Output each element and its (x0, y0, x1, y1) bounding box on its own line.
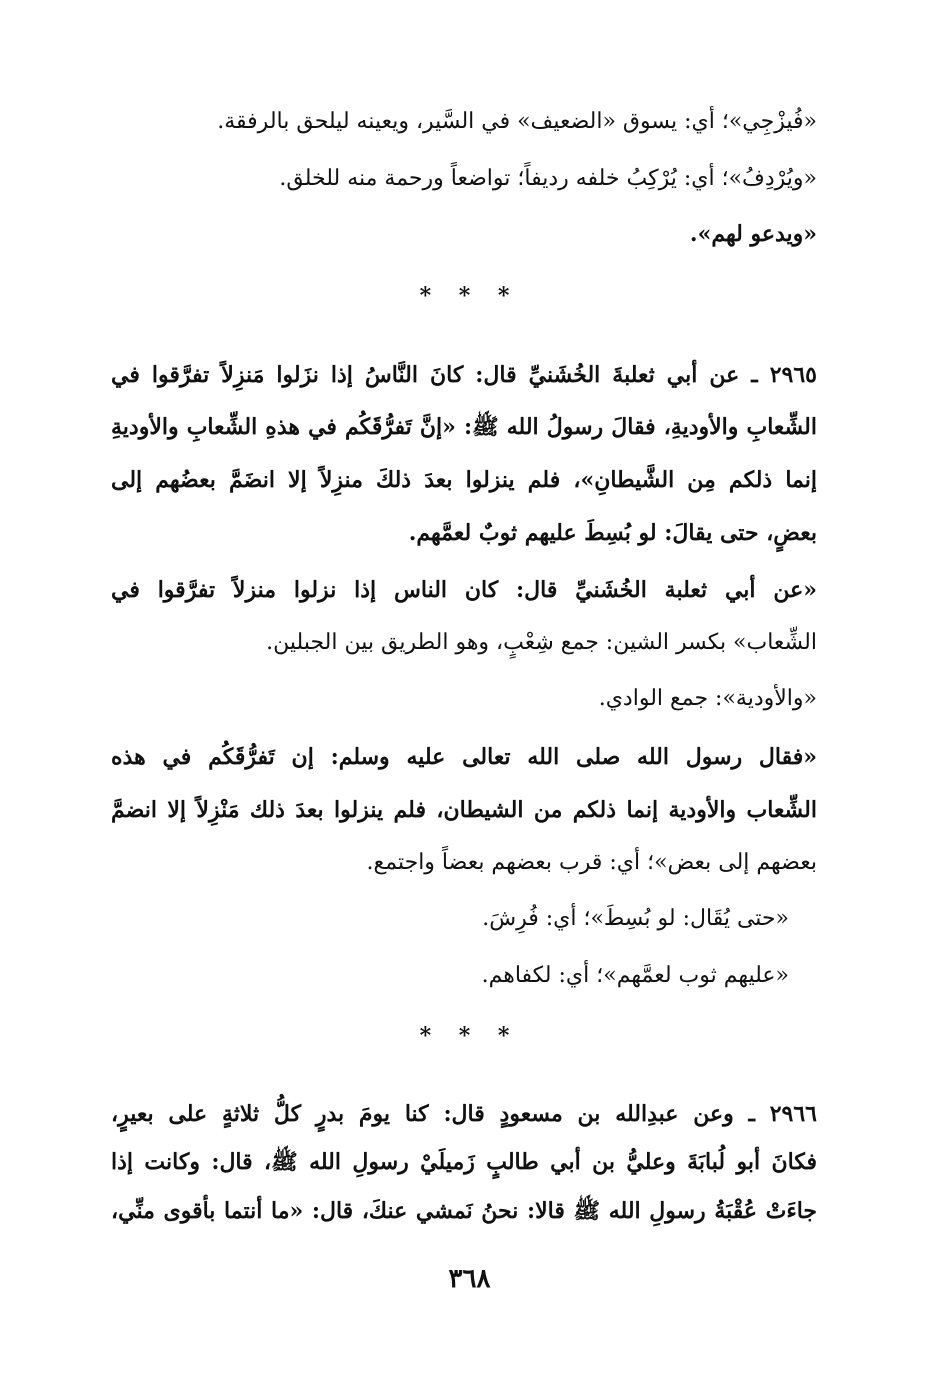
commentary-line: «فقال رسول الله صلى الله تعالى عليه وسلم: إن تَفرُّقَكُم في هذه (111, 744, 817, 770)
commentary-line: الشِّعاب» بكسر الشين: جمع شِعْبٍ، وهو الطريق بين الجبلين. (266, 630, 817, 655)
section-separator: * * * (419, 283, 520, 309)
commentary-line: «عليهم ثوب لعمَّهم»؛ أي: لكفاهم. (481, 963, 789, 988)
commentary-line: «والأودية»: جمع الوادي. (598, 686, 817, 711)
section-separator: * * * (419, 1023, 520, 1049)
commentary-line: الشِّعاب والأودية إنما ذلكم من الشيطان، فلم ينزلوا بعدَ ذلك مَنْزِلاً إلا انضمَّ (111, 797, 817, 823)
commentary-line: «حتى يُقَال: لو بُسِطَ»؛ أي: فُرِشَ. (482, 906, 789, 931)
hadith-2965-line: إنما ذلكم مِن الشَّيطانِ»، فلم ينزلوا بعدَ ذلكَ منزِلاً إلا انضَمَّ بعضُهم إلى (111, 467, 817, 493)
hadith-2965-line: الشِّعابِ والأوديةِ، فقالَ رسولُ الله ﷺ: «إنَّ تَفرُّقَكُم في هذهِ الشِّعابِ والأوديةِ (111, 414, 817, 440)
commentary-line: «ويدعو لهم». (689, 221, 817, 247)
hadith-2966-line: فكانَ أبو لُبابَةَ وعليُّ بن أبي طالبٍ زَميلَيْ رسولِ الله ﷺ، قال: وكانت إذا (111, 1149, 817, 1175)
commentary-line: «عن أبي ثعلبة الخُشَنيِّ قال: كان الناس إذا نزلوا منزلاً تفرَّقوا في (111, 577, 818, 603)
page-number: ٣٦٨ (448, 1264, 491, 1294)
commentary-line: «فُيزْجِي»؛ أي: يسوق «الضعيف» في السَّير، ويعينه ليلحق بالرفقة. (217, 109, 817, 134)
commentary-line: بعضهم إلى بعض»؛ أي: قرب بعضهم بعضاً واجتمع. (366, 850, 817, 875)
hadith-2966-line: ٢٩٦٦ ـ وعن عبدِالله بن مسعودٍ قال: كنا يومَ بدرٍ كلُّ ثلاثةٍ على بعيرٍ، (111, 1101, 817, 1127)
hadith-2966-line: جاءَتْ عُقْبَةُ رسولِ الله ﷺ قالا: نحنُ نَمشي عنكَ، قال: «ما أنتما بأقوى منِّي، (111, 1198, 817, 1224)
hadith-2965-line: ٢٩٦٥ ـ عن أبي ثعلبةَ الخُشَنيِّ قال: كانَ النَّاسُ إذا نزَلوا مَنزِلاً تفرَّقوا في (111, 362, 817, 388)
hadith-2965-line: بعضٍ، حتى يقالَ: لو بُسِطَ عليهم ثوبٌ لعمَّهم. (408, 520, 817, 546)
commentary-line: «ويُرْدِفُ»؛ أي: يُرْكِبُ خلفه رديفاً؛ تواضعاً ورحمة منه للخلق. (279, 166, 817, 191)
